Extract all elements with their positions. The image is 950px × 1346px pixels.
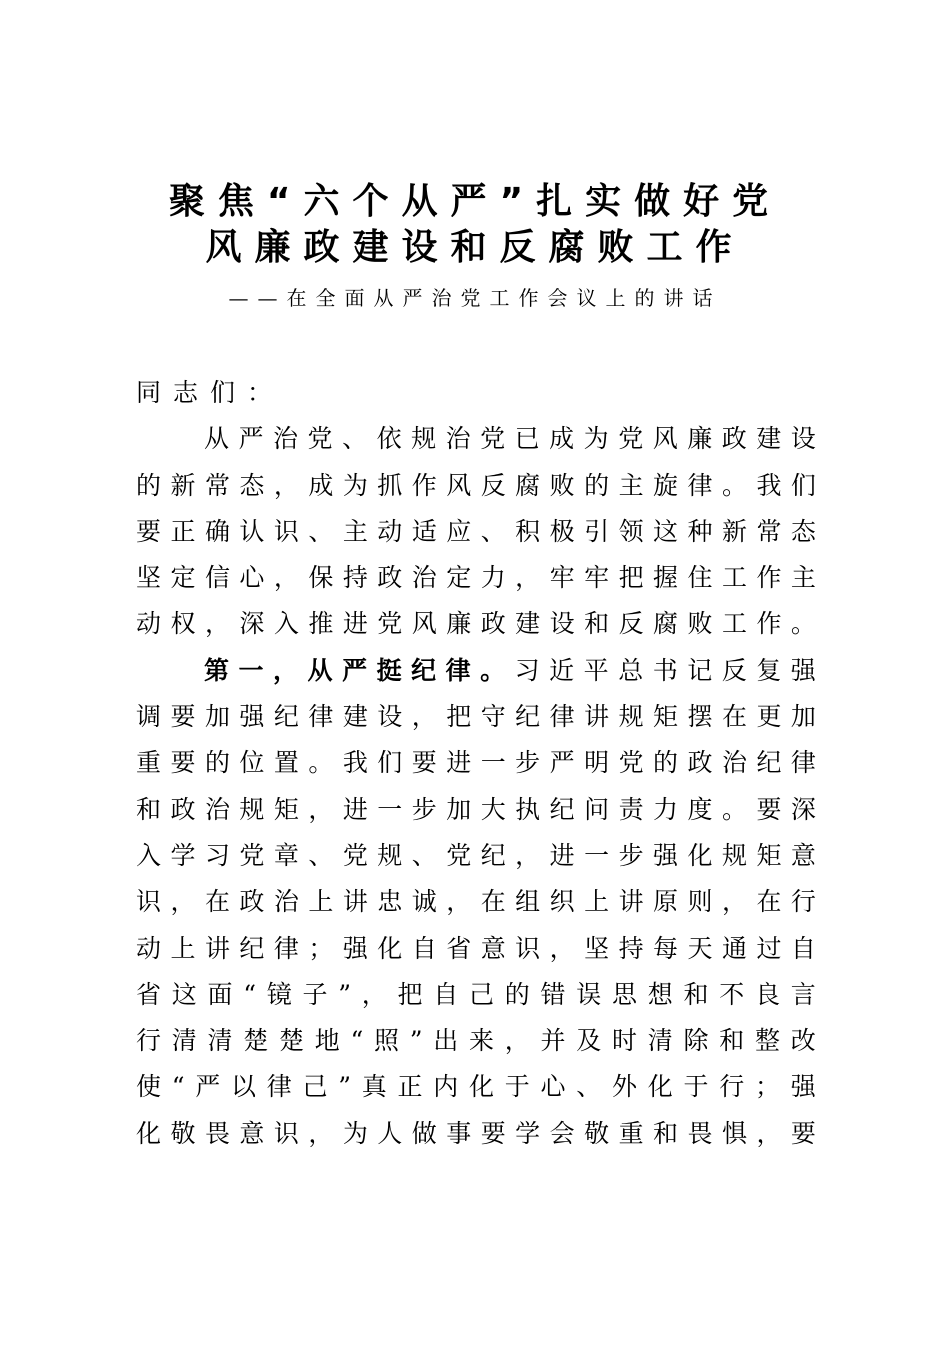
document-body bbox=[136, 370, 816, 1157]
body-line: 从 严 治 党 、 依 规 治 党 已 成 为 党 风 廉 政 建 设 bbox=[204, 424, 816, 454]
body-line: 行 清 清 楚 楚 地 “ 照 ” 出 来 ， 并 及 时 清 除 和 整 改 bbox=[136, 1026, 816, 1056]
body-line: 动 权 ， 深 入 推 进 党 风 廉 政 建 设 和 反 腐 败 工 作 。 bbox=[136, 609, 816, 639]
body-line: 调 要 加 强 纪 律 建 设 ， 把 守 纪 律 讲 规 矩 摆 在 更 加 bbox=[136, 702, 816, 732]
body-line: 的 新 常 态 ， 成 为 抓 作 风 反 腐 败 的 主 旋 律 。 我 们 bbox=[136, 470, 816, 500]
body-line: 重 要 的 位 置 。 我 们 要 进 一 步 严 明 党 的 政 治 纪 律 bbox=[136, 748, 816, 778]
body-line: 使 “ 严 以 律 己 ” 真 正 内 化 于 心 、 外 化 于 行 ； 强 bbox=[136, 1072, 816, 1102]
salutation: 同志们： bbox=[136, 378, 285, 407]
body-line: 入 学 习 党 章 、 党 规 、 党 纪 ， 进 一 步 强 化 规 矩 意 bbox=[136, 840, 816, 870]
document-subtitle: ——在全面从严治党工作会议上的讲话 bbox=[228, 286, 722, 310]
body-line: 坚 定 信 心 ， 保 持 政 治 定 力 ， 牢 牢 把 握 住 工 作 主 bbox=[136, 563, 816, 593]
body-line: 省 这 面 “ 镜 子 ” ， 把 自 己 的 错 误 思 想 和 不 良 言 bbox=[136, 979, 816, 1009]
body-line: 动 上 讲 纪 律 ； 强 化 自 省 意 识 ， 坚 持 每 天 通 过 自 bbox=[136, 933, 816, 963]
body-line: 第 一 ， 从 严 挺 纪 律 。 习 近 平 总 书 记 反 复 强 bbox=[204, 655, 816, 685]
body-line: 化 敬 畏 意 识 ， 为 人 做 事 要 学 会 敬 重 和 畏 惧 ， 要 bbox=[136, 1118, 816, 1148]
body-line: 和 政 治 规 矩 ， 进 一 步 加 大 执 纪 问 责 力 度 。 要 深 bbox=[136, 794, 816, 824]
document-title-line-2: 风廉政建设和反腐败工作 bbox=[205, 227, 745, 268]
body-line: 要 正 确 认 识 、 主 动 适 应 、 积 极 引 领 这 种 新 常 态 bbox=[136, 516, 816, 546]
document-title-line-1: 聚焦“六个从严”扎实做好党 bbox=[168, 181, 782, 222]
body-line: 识 ， 在 政 治 上 讲 忠 诚 ， 在 组 织 上 讲 原 则 ， 在 行 bbox=[136, 887, 816, 917]
